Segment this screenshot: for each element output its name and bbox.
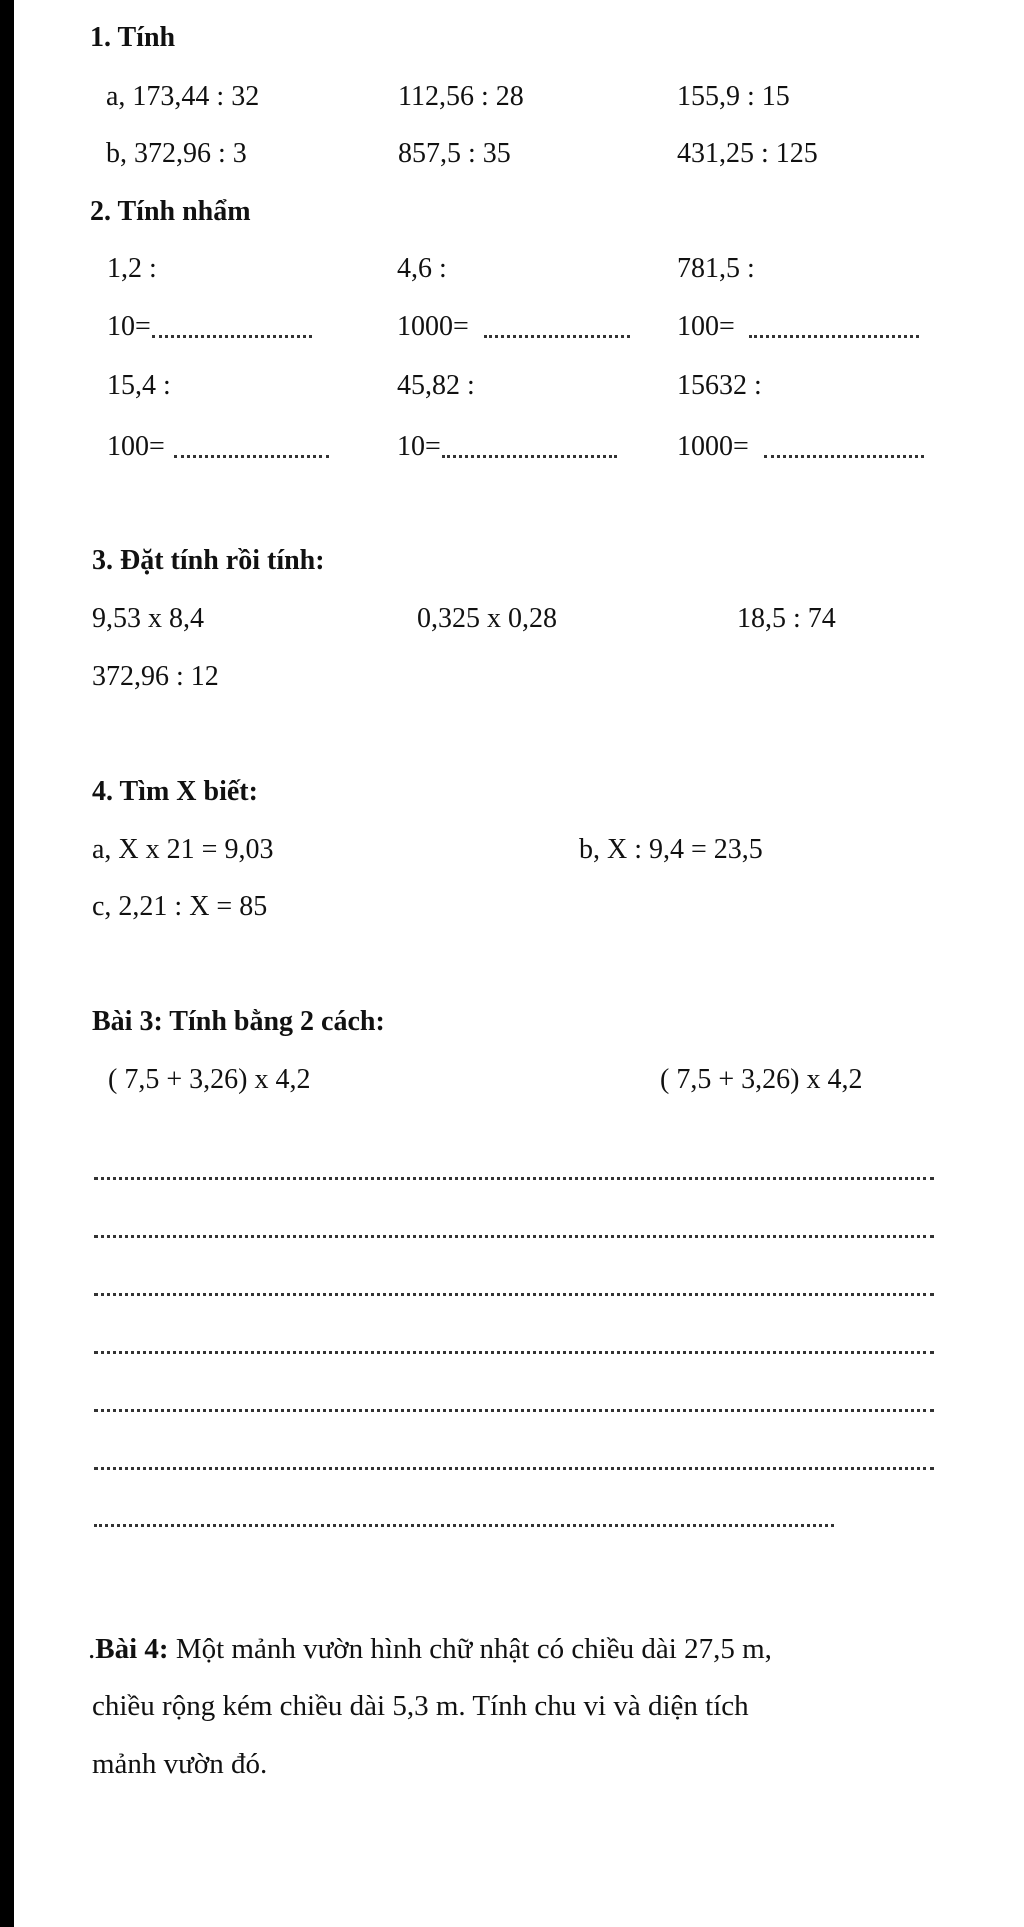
- sec1-a-item-3: 155,9 : 15: [677, 81, 790, 112]
- bai-4-paragraph: [88, 1633, 972, 1795]
- bai-4-text-1: Một mảnh vườn hình chữ nhật có chiều dài 27,5 m,: [168, 1633, 772, 1665]
- answer-blank: [764, 455, 924, 458]
- answer-blank: [484, 335, 630, 338]
- sec2-r2-item-2: 1000=: [397, 311, 469, 342]
- sec2-r4-item-2: 10=: [397, 431, 441, 462]
- worksheet-page: [14, 0, 1024, 1927]
- answer-line: [94, 1524, 834, 1527]
- sec1-b-item-3: 431,25 : 125: [677, 138, 818, 169]
- sec3-r1-item-2: 0,325 x 0,28: [417, 603, 557, 634]
- sec1-b-item-2: 857,5 : 35: [398, 138, 511, 169]
- sec3-r1-item-3: 18,5 : 74: [737, 603, 836, 634]
- section-3-title: 3. Đặt tính rồi tính:: [92, 545, 325, 576]
- sec1-b-item-1: b, 372,96 : 3: [106, 138, 247, 169]
- bai-4-prefix: .: [88, 1633, 96, 1665]
- sec3-r1-item-1: 9,53 x 8,4: [92, 603, 204, 634]
- answer-blank: [174, 455, 329, 458]
- sec2-r4-item-1: 100=: [107, 431, 165, 462]
- bai-3-label: Bài 3: [92, 1006, 154, 1037]
- sec2-r3-item-2: 45,82 :: [397, 370, 475, 401]
- bai-4-line-2: chiều rộng kém chiều dài 5,3 m. Tính chu vi và diện tích: [92, 1690, 749, 1722]
- sec2-r3-item-3: 15632 :: [677, 370, 762, 401]
- sec2-r1-item-1: 1,2 :: [107, 253, 157, 284]
- answer-blank: [749, 335, 919, 338]
- sec2-r1-item-3: 781,5 :: [677, 253, 755, 284]
- sec2-r3-item-1: 15,4 :: [107, 370, 171, 401]
- answer-line: [94, 1293, 934, 1296]
- sec4-item-a: a, X x 21 = 9,03: [92, 834, 274, 865]
- sec2-r2-item-1: 10=: [107, 311, 151, 342]
- bai-4-line-1: [88, 1635, 772, 1664]
- bai-3-title: [92, 1008, 385, 1036]
- bai-3-expression-left: ( 7,5 + 3,26) x 4,2: [108, 1064, 311, 1095]
- sec4-item-b: b, X : 9,4 = 23,5: [579, 834, 763, 865]
- sec1-a-item-2: 112,56 : 28: [398, 81, 524, 112]
- section-1-title: 1. Tính: [90, 22, 176, 53]
- answer-blank: [442, 455, 617, 458]
- bai-4-line-3: mảnh vườn đó.: [92, 1748, 268, 1780]
- section-2-title: 2. Tính nhẩm: [90, 196, 251, 227]
- answer-blank: [152, 335, 312, 338]
- sec3-r2-item-1: 372,96 : 12: [92, 661, 219, 692]
- answer-line: [94, 1409, 934, 1412]
- bai-3-expression-right: ( 7,5 + 3,26) x 4,2: [660, 1064, 863, 1095]
- answer-line: [94, 1351, 934, 1354]
- bai-3-title-rest: : Tính bằng 2 cách:: [153, 1006, 385, 1037]
- answer-line: [94, 1177, 934, 1180]
- sec2-r1-item-2: 4,6 :: [397, 253, 447, 284]
- answer-line: [94, 1235, 934, 1238]
- answer-line: [94, 1467, 934, 1470]
- sec4-item-c: c, 2,21 : X = 85: [92, 891, 268, 922]
- bai-4-label: Bài 4:: [95, 1633, 169, 1665]
- sec1-a-item-1: a, 173,44 : 32: [106, 81, 260, 112]
- section-4-title: 4. Tìm X biết:: [92, 776, 258, 807]
- sec2-r2-item-3: 100=: [677, 311, 735, 342]
- sec2-r4-item-3: 1000=: [677, 431, 749, 462]
